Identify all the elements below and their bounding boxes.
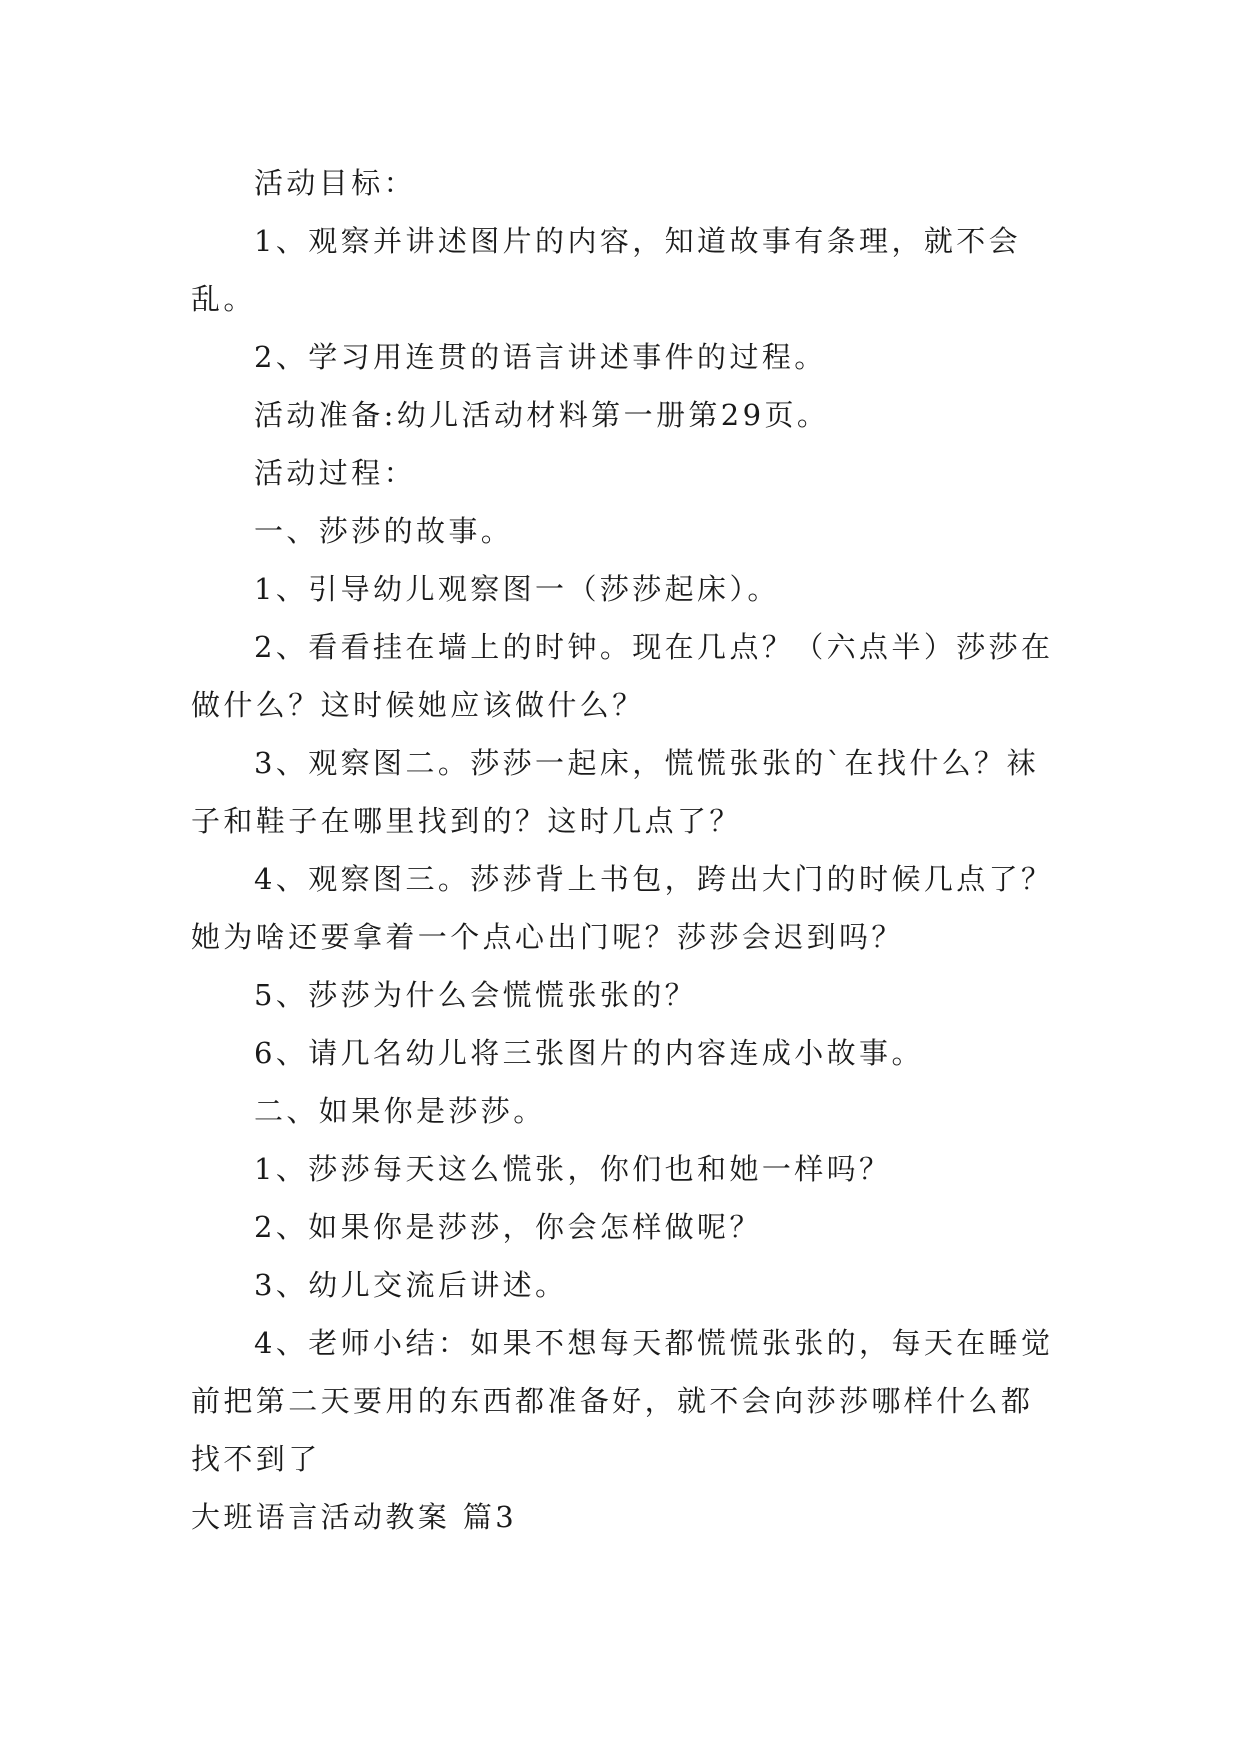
paragraph-goal-2: 2、学习用连贯的语言讲述事件的过程。 [254, 340, 827, 374]
paragraph-step-1-1: 1、引导幼儿观察图一（莎莎起床）。 [254, 572, 780, 606]
paragraph-activity-preparation: 活动准备:幼儿活动材料第一册第29页。 [254, 398, 830, 432]
paragraph-step-2-1: 1、莎莎每天这么慌张，你们也和她一样吗？ [254, 1152, 892, 1186]
paragraph-step-2-4: 4、老师小结：如果不想每天都慌慌张张的，每天在睡觉前把第二天要用的东西都准备好，就不会向莎莎哪样什么都找不到了 [191, 1326, 1054, 1476]
paragraph-step-1-5: 5、莎莎为什么会慌慌张张的？ [254, 978, 698, 1012]
paragraph-step-1-2: 2、看看挂在墙上的时钟。现在几点？（六点半）莎莎在做什么？这时候她应该做什么？ [191, 630, 1054, 722]
paragraph-step-1-4: 4、观察图三。莎莎背上书包，跨出大门的时候几点了？她为啥还要拿着一个点心出门呢？莎莎会迟到吗？ [191, 862, 1054, 954]
paragraph-step-2-2: 2、如果你是莎莎，你会怎样做呢？ [254, 1210, 762, 1244]
paragraph-goal-1: 1、观察并讲述图片的内容，知道故事有条理，就不会乱。 [191, 224, 1022, 316]
section-heading: 大班语言活动教案 篇3 [191, 1500, 518, 1534]
paragraph-step-1-3: 3、观察图二。莎莎一起床，慌慌张张的`在找什么？袜子和鞋子在哪里找到的？这时几点了？ [191, 746, 1039, 838]
document-body [191, 154, 1061, 1546]
paragraph-section-2-title: 二、如果你是莎莎。 [254, 1094, 546, 1128]
paragraph-activity-goals-title: 活动目标： [254, 166, 417, 200]
paragraph-step-1-6: 6、请几名幼儿将三张图片的内容连成小故事。 [254, 1036, 924, 1070]
paragraph-section-1-title: 一、莎莎的故事。 [254, 514, 514, 548]
paragraph-step-2-3: 3、幼儿交流后讲述。 [254, 1268, 568, 1302]
paragraph-activity-process-title: 活动过程： [254, 456, 417, 490]
